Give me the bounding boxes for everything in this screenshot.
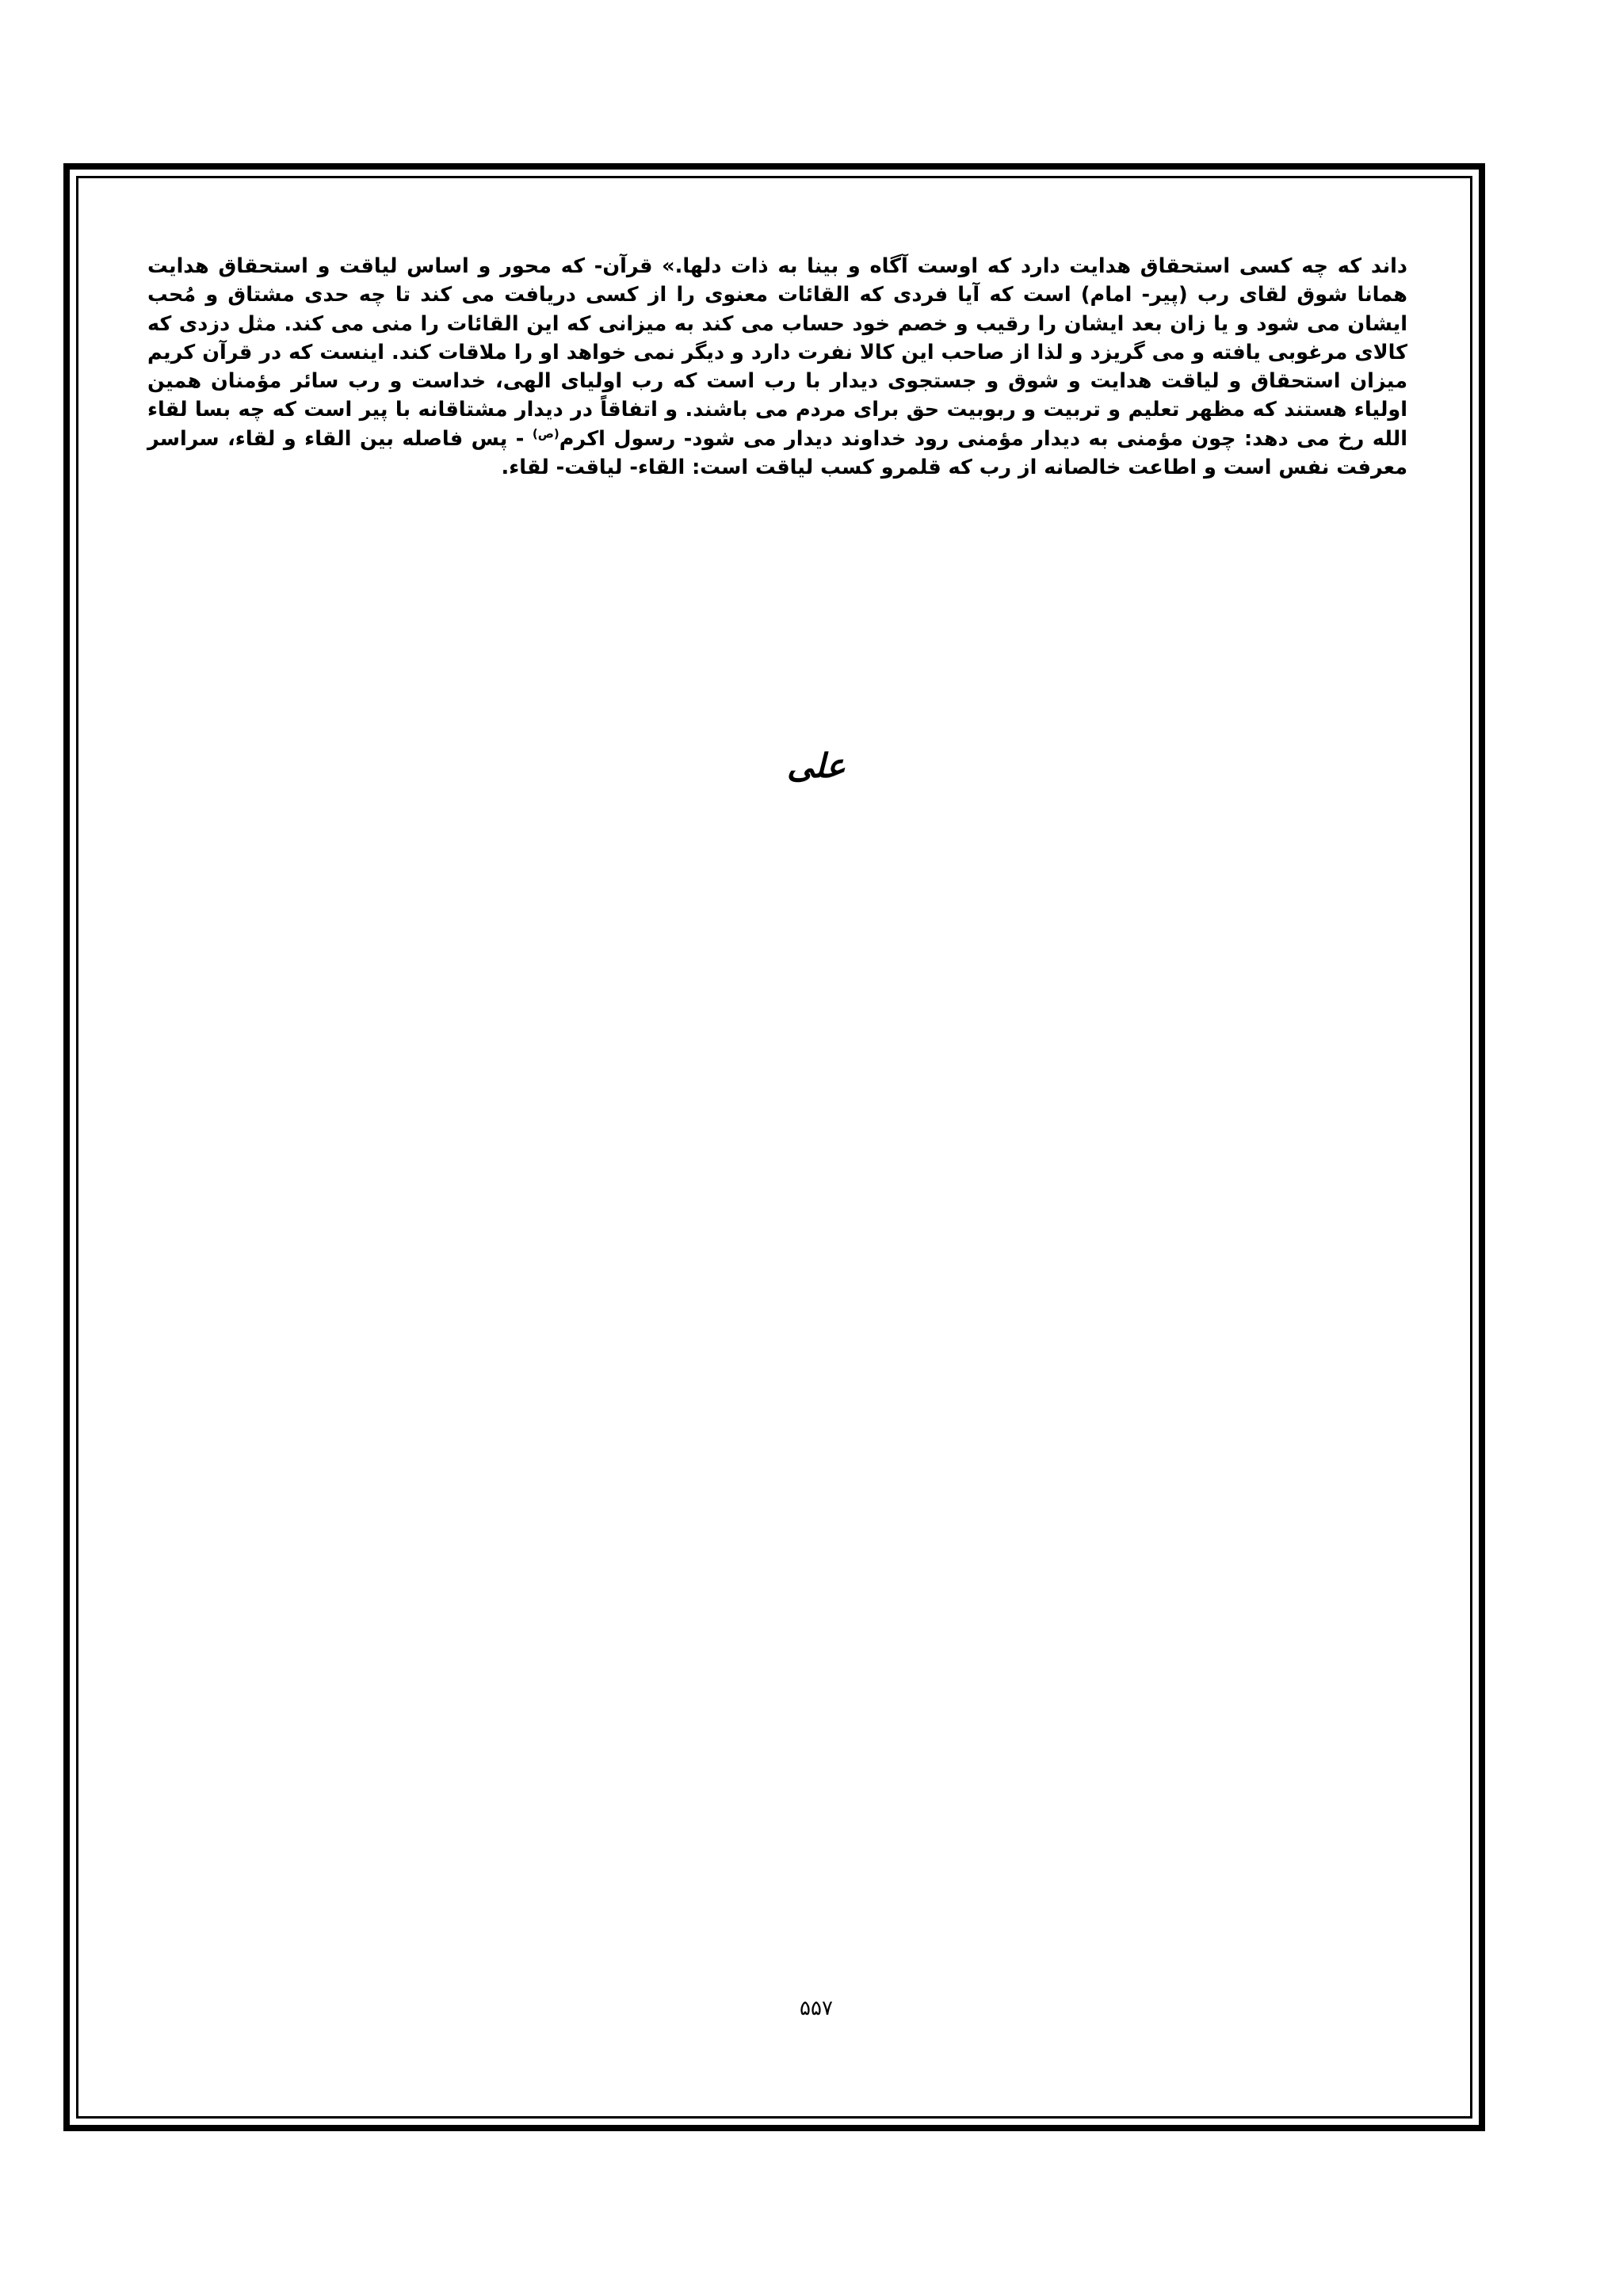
- body-paragraph: [147, 252, 1407, 482]
- honorific-superscript: (ص): [532, 426, 559, 441]
- body-text-part-1: داند که چه کسی استحقاق هدایت دارد که اوست آگاه و بینا به ذات دلها.» قرآن- که محور و اساس لیاقت و استحقاق هدایت همانا شوق لقای رب (پیر- امام) است که آیا فردی که القائات معنوی را از کسی دریافت می کند تا چه حدی مشتاق و مُحب ایشان می شود و یا زان بعد ایشان را رقیب و خصم خود حساب می کند به میزانی که این القائات را منی می کند. مثل دزدی که کالای مرغوبی یافته و می گریزد و لذا از صاحب این کالا نفرت دارد و دیگر نمی خواهد او را ملاقات کند. اینست که در قرآن کریم میزان استحقاق و لیاقت هدایت و شوق و جستجوی دیدار با رب است که رب اولیای الهی، خداست و رب سائر مؤمنان همین اولیاء هستند که مظهر تعلیم و تربیت و ربوبیت حق برای مردم می باشند. و اتفاقاً در دیدار مشتاقانه با پیر است که چه بسا لقاء الله رخ می دهد: چون مؤمنی به دیدار مؤمنی رود خداوند دیدار می شود- رسول اکرم: [147, 254, 1407, 451]
- page-number: ۵۵۷: [800, 1997, 833, 2020]
- body-text-part-2: - پس فاصله بین القاء و لقاء، سراسر معرفت نفس است و اطاعت خالصانه از رب که قلمرو کسب لیاقت است: القاء- لیاقت- لقاء.: [147, 426, 1407, 480]
- author-signature: علی: [787, 746, 846, 785]
